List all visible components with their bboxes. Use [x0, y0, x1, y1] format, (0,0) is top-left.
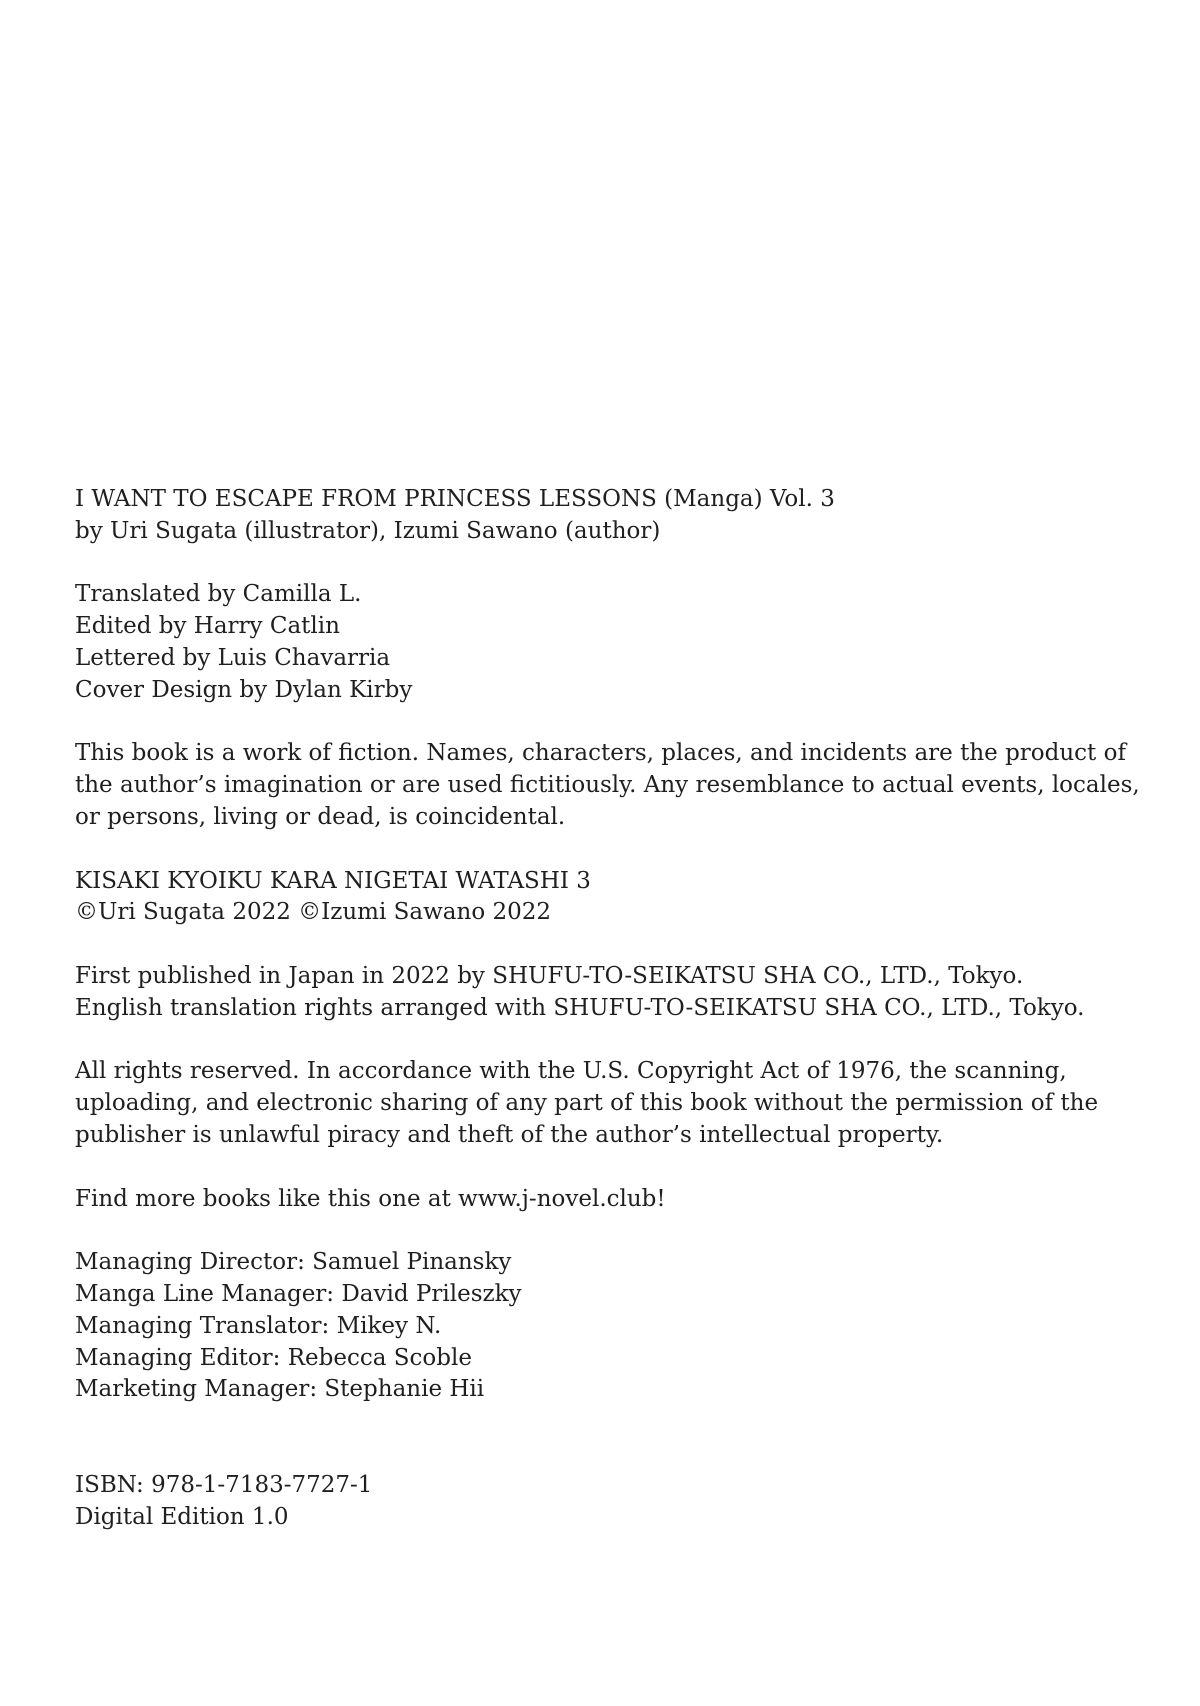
more-books-block	[75, 1184, 1135, 1216]
fiction-notice-line-3: or persons, living or dead, is coincidental.	[75, 803, 566, 830]
editor-credit: Edited by Harry Catlin	[75, 613, 340, 640]
book-title-line: I WANT TO ESCAPE FROM PRINCESS LESSONS (Manga) Vol. 3	[75, 486, 835, 512]
rights-line-3: publisher is unlawful piracy and theft of the author’s intellectual property.	[75, 1121, 944, 1148]
staff-block	[75, 1247, 1135, 1406]
manga-line-manager: Manga Line Manager: David Prileszky	[75, 1280, 522, 1307]
translator-credit: Translated by Camilla L.	[75, 581, 362, 608]
edition-block	[75, 1470, 1135, 1534]
managing-translator: Managing Translator: Mikey N.	[75, 1312, 442, 1339]
managing-editor: Managing Editor: Rebecca Scoble	[75, 1344, 472, 1371]
book-authors-line: by Uri Sugata (illustrator), Izumi Sawano (author)	[75, 517, 661, 544]
title-block	[75, 484, 1135, 548]
letterer-credit: Lettered by Luis Chavarria	[75, 644, 391, 671]
credits-block	[75, 579, 1135, 706]
rights-line-2: uploading, and electronic sharing of any part of this book without the permission of the	[75, 1090, 1099, 1117]
original-title-block	[75, 866, 1135, 930]
original-title: KISAKI KYOIKU KARA NIGETAI WATASHI 3	[75, 867, 591, 894]
translation-rights-line: English translation rights arranged with SHUFU-TO-SEIKATSU SHA CO., LTD., Tokyo.	[75, 994, 1085, 1021]
copyright-line: ©Uri Sugata 2022 ©Izumi Sawano 2022	[75, 899, 552, 926]
rights-line-1: All rights reserved. In accordance with the U.S. Copyright Act of 1976, the scanning,	[75, 1058, 1067, 1085]
publication-block	[75, 961, 1135, 1025]
managing-director: Managing Director: Samuel Pinansky	[75, 1249, 512, 1276]
fiction-notice	[75, 738, 1140, 833]
fiction-notice-line-1: This book is a work of fiction. Names, characters, places, and incidents are the product of	[75, 740, 1126, 767]
cover-design-credit: Cover Design by Dylan Kirby	[75, 676, 413, 703]
digital-edition-line: Digital Edition 1.0	[75, 1503, 289, 1530]
isbn-line: ISBN: 978-1-7183-7727-1	[75, 1471, 373, 1498]
first-published-line: First published in Japan in 2022 by SHUFU-TO-SEIKATSU SHA CO., LTD., Tokyo.	[75, 962, 1024, 989]
fiction-notice-line-2: the author’s imagination or are used fictitiously. Any resemblance to actual events, locales,	[75, 772, 1140, 799]
copyright-page	[75, 484, 1140, 1565]
rights-block	[75, 1056, 1135, 1151]
marketing-manager: Marketing Manager: Stephanie Hii	[75, 1376, 485, 1403]
more-books-line: Find more books like this one at www.j-novel.club!	[75, 1185, 666, 1212]
